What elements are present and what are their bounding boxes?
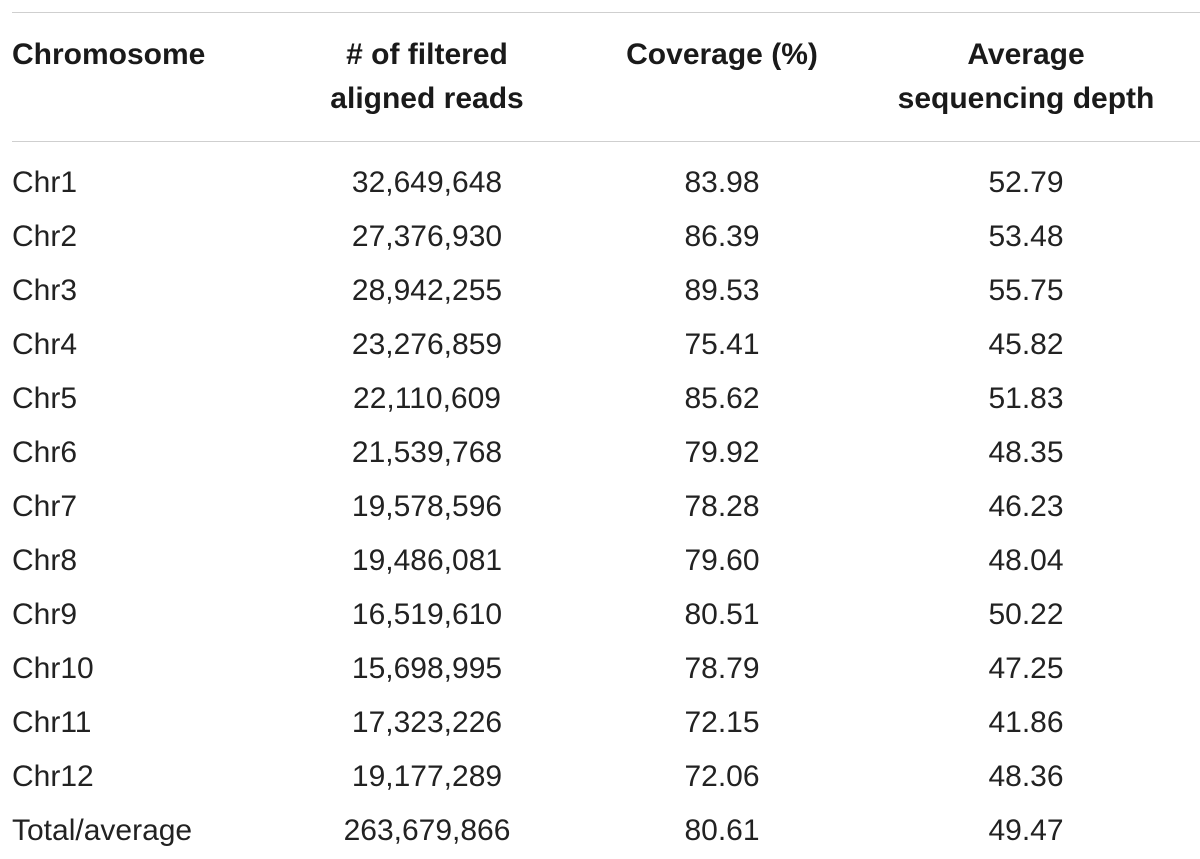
cell-chromosome: Chr10 <box>12 652 94 685</box>
table-row <box>12 588 1200 642</box>
table-row <box>12 480 1200 534</box>
cell-coverage: 79.92 <box>684 436 760 469</box>
data-table-container <box>12 12 1200 858</box>
cell-depth: 47.25 <box>988 652 1064 685</box>
cell-depth: 46.23 <box>988 490 1064 523</box>
cell-depth: 45.82 <box>988 328 1064 361</box>
header-coverage-line-1: Coverage (%) <box>626 38 818 71</box>
cell-coverage: 78.28 <box>684 490 760 523</box>
cell-chromosome: Chr12 <box>12 760 94 793</box>
chromosome-stats-table <box>12 13 1200 141</box>
cell-reads: 17,323,226 <box>351 706 503 739</box>
cell-reads: 19,177,289 <box>351 760 503 793</box>
header-reads-line-2: aligned reads <box>330 82 524 115</box>
cell-depth: 53.48 <box>988 220 1064 253</box>
cell-coverage: 79.60 <box>684 544 760 577</box>
cell-chromosome: Chr9 <box>12 598 78 631</box>
cell-chromosome: Chr8 <box>12 544 78 577</box>
cell-chromosome: Total/average <box>12 814 193 847</box>
cell-reads: 21,539,768 <box>351 436 503 469</box>
cell-coverage: 80.51 <box>684 598 760 631</box>
table-body <box>12 142 1200 858</box>
cell-chromosome: Chr3 <box>12 274 78 307</box>
cell-chromosome: Chr2 <box>12 220 78 253</box>
header-depth-line-1: Average <box>967 38 1085 71</box>
cell-chromosome: Chr11 <box>12 706 92 739</box>
table-row <box>12 642 1200 696</box>
table-row <box>12 534 1200 588</box>
header-reads-line-1: # of filtered <box>346 38 508 71</box>
cell-depth: 41.86 <box>988 706 1064 739</box>
cell-coverage: 80.61 <box>684 814 760 847</box>
chromosome-stats-body-table <box>12 142 1200 858</box>
cell-depth: 48.36 <box>988 760 1064 793</box>
cell-depth: 49.47 <box>988 814 1064 847</box>
cell-reads: 22,110,609 <box>353 382 501 415</box>
cell-coverage: 83.98 <box>684 166 760 199</box>
cell-chromosome: Chr1 <box>12 166 78 199</box>
cell-reads: 15,698,995 <box>351 652 503 685</box>
header-chromosome-line-1: Chromosome <box>12 38 206 71</box>
header-chromosome <box>12 13 262 141</box>
cell-reads: 28,942,255 <box>351 274 503 307</box>
cell-reads: 16,519,610 <box>351 598 503 631</box>
cell-depth: 52.79 <box>988 166 1064 199</box>
table-header <box>12 13 1200 141</box>
table-row <box>12 318 1200 372</box>
cell-reads: 263,679,866 <box>343 814 511 847</box>
table-row <box>12 264 1200 318</box>
cell-depth: 50.22 <box>988 598 1064 631</box>
table-row <box>12 210 1200 264</box>
header-coverage <box>592 13 852 141</box>
cell-reads: 19,578,596 <box>351 490 503 523</box>
cell-coverage: 72.06 <box>684 760 760 793</box>
cell-coverage: 72.15 <box>684 706 760 739</box>
cell-coverage: 78.79 <box>684 652 760 685</box>
table-row-total <box>12 804 1200 858</box>
cell-reads: 27,376,930 <box>351 220 503 253</box>
cell-depth: 51.83 <box>988 382 1064 415</box>
table-row <box>12 142 1200 210</box>
table-row <box>12 696 1200 750</box>
header-average-depth <box>852 13 1200 141</box>
cell-chromosome: Chr5 <box>12 382 78 415</box>
table-row <box>12 750 1200 804</box>
cell-coverage: 86.39 <box>684 220 760 253</box>
cell-chromosome: Chr6 <box>12 436 78 469</box>
cell-coverage: 75.41 <box>684 328 760 361</box>
cell-reads: 23,276,859 <box>351 328 503 361</box>
cell-depth: 48.04 <box>988 544 1064 577</box>
table-row <box>12 426 1200 480</box>
cell-reads: 19,486,081 <box>351 544 503 577</box>
cell-depth: 48.35 <box>988 436 1064 469</box>
cell-chromosome: Chr7 <box>12 490 78 523</box>
table-row <box>12 372 1200 426</box>
cell-reads: 32,649,648 <box>351 166 503 199</box>
header-row <box>12 13 1200 141</box>
cell-coverage: 89.53 <box>684 274 760 307</box>
cell-coverage: 85.62 <box>684 382 760 415</box>
header-filtered-aligned-reads <box>262 13 592 141</box>
cell-chromosome: Chr4 <box>12 328 78 361</box>
cell-depth: 55.75 <box>988 274 1064 307</box>
header-depth-line-2: sequencing depth <box>897 82 1155 115</box>
